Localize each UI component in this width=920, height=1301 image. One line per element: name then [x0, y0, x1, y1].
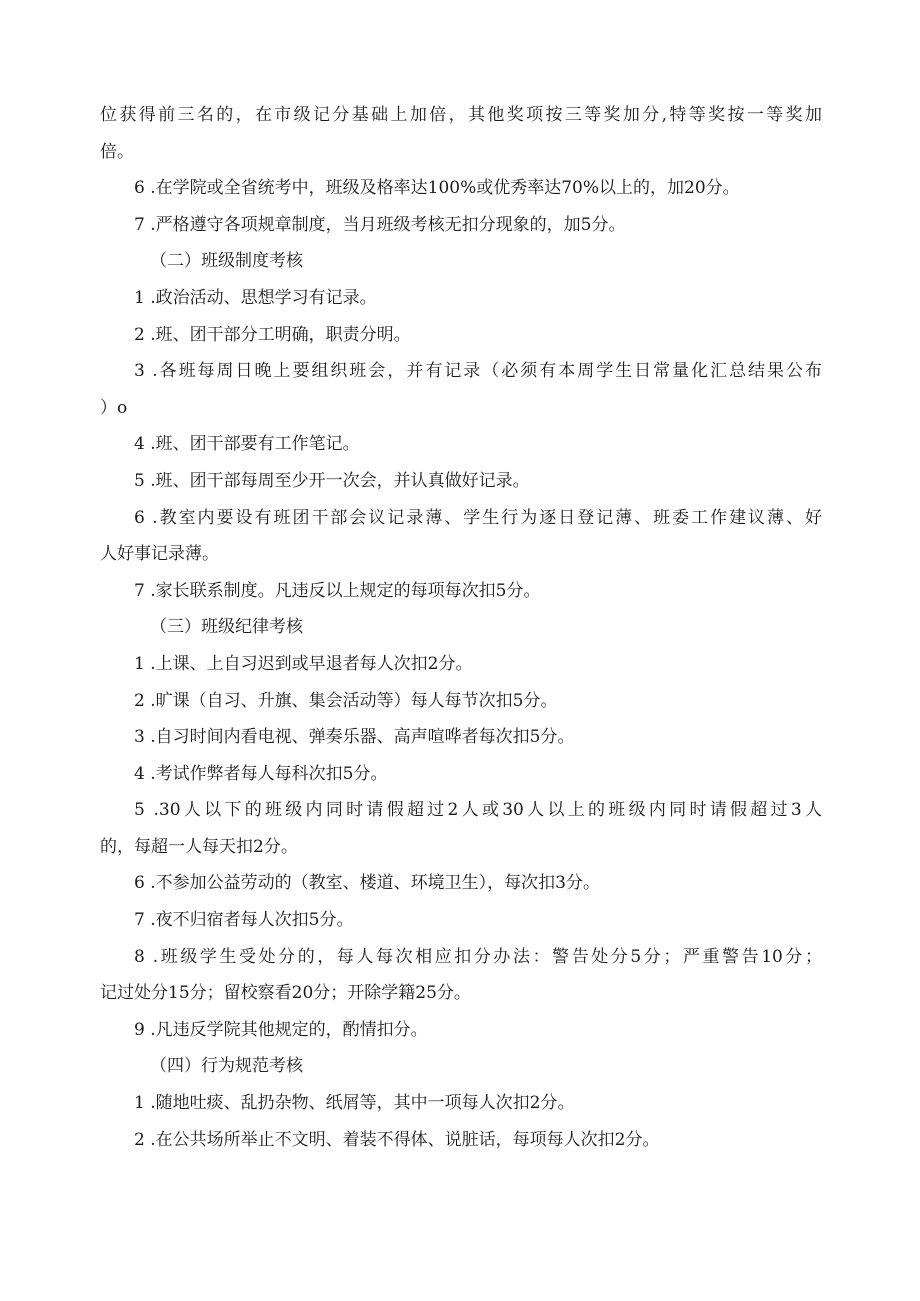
paragraph-line: 记过处分15分；留校察看20分；开除学籍25分。 — [100, 983, 471, 1004]
list-item: 6 .不参加公益劳动的（教室、楼道、环境卫生），每次扣3分。 — [134, 873, 600, 894]
list-item: 5 .班、团干部每周至少开一次会，并认真做好记录。 — [134, 470, 530, 491]
list-item: 2 .班、团干部分工明确，职责分明。 — [134, 324, 411, 345]
list-item: 6 .在学院或全省统考中，班级及格率达100%或优秀率达70%以上的，加20分。 — [134, 178, 740, 199]
list-item: 9 .凡违反学院其他规定的，酌情扣分。 — [134, 1019, 428, 1040]
paragraph-line: 位获得前三名的，在市级记分基础上加倍，其他奖项按三等奖加分,特等奖按一等奖加 — [100, 105, 822, 125]
paragraph-line: ）o — [100, 397, 128, 418]
list-item: 7 .严格遵守各项规章制度，当月班级考核无扣分现象的，加5分。 — [134, 214, 626, 235]
list-item: 7 .家长联系制度。凡违反以上规定的每项每次扣5分。 — [134, 580, 541, 601]
list-item: 7 .夜不归宿者每人次扣5分。 — [134, 910, 354, 931]
list-item: 3 .自习时间内看电视、弹奏乐器、高声喧哗者每次扣5分。 — [134, 727, 575, 748]
document-body — [100, 97, 822, 1158]
section-heading: （三）班级纪律考核 — [150, 617, 303, 638]
list-item: 1 .随地吐痰、乱扔杂物、纸屑等，其中一项每人次扣2分。 — [134, 1093, 575, 1114]
paragraph-line: 倍。 — [100, 141, 134, 162]
list-item: 1 .政治活动、思想学习有记录。 — [134, 287, 377, 308]
list-item: 3 .各班每周日晚上要组织班会，并有记录（必须有本周学生日常量化汇总结果公布 — [134, 361, 822, 382]
paragraph-line: 人好事记录薄。 — [100, 544, 219, 565]
list-item: 5 .30人以下的班级内同时请假超过2人或30人以上的班级内同时请假超过3人 — [134, 800, 822, 821]
list-item: 1 .上课、上自习迟到或早退者每人次扣2分。 — [134, 653, 473, 674]
section-heading: （二）班级制度考核 — [150, 251, 303, 272]
list-item: 8 .班级学生受处分的，每人每次相应扣分办法：警告处分5分；严重警告10分； — [134, 946, 822, 967]
list-item: 2 .旷课（自习、升旗、集会活动等）每人每节次扣5分。 — [134, 690, 558, 711]
list-item: 4 .考试作弊者每人每科次扣5分。 — [134, 763, 388, 784]
list-item: 4 .班、团干部要有工作笔记。 — [134, 434, 360, 455]
paragraph-line: 的，每超一人每天扣2分。 — [100, 836, 298, 857]
section-heading: （四）行为规范考核 — [150, 1056, 303, 1077]
list-item: 6 .教室内要设有班团干部会议记录薄、学生行为逐日登记薄、班委工作建议薄、好 — [134, 507, 822, 528]
list-item: 2 .在公共场所举止不文明、着装不得体、说脏话，每项每人次扣2分。 — [134, 1129, 660, 1150]
